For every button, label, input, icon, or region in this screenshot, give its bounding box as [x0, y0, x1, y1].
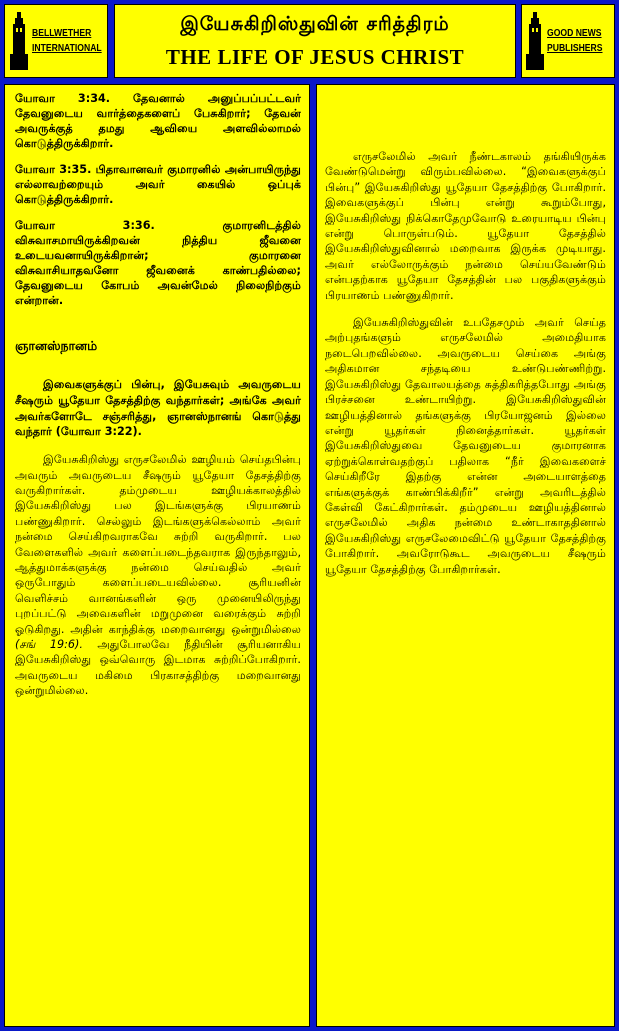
title-english: THE LIFE OF JESUS CHRIST [165, 45, 465, 69]
right-paragraph-1: எருசலேமில் அவர் நீண்டகாலம் தங்கியிருக்க வேண்டுமென்று விரும்பவில்லை. “இவைகளுக்குப் பின்பு” இயேசுகிறிஸ்து யூதேயா தேசத்திற்கு போகிறார். இவைகளுக்குப் பின்பு என்று கூறும்போது, இயேசுகிறிஸ்து நிக்கொதேமுவோடு உரையாடிய பின்பு என்று பொருள்படும். யூதேயா தேசத்தில் இயேசுகிறிஸ்துவினால் மறைவாக இருக்க முடியாது. அவர் எல்லோருக்கும் நன்மை செய்யவேண்டும் என்பதற்காக யூதேயா தேசத்தின் பல பகுதிகளுக்கும் பிரயாணம் பண்ணுகிறார். [325, 150, 606, 302]
tower-icon [9, 12, 29, 70]
verse-john-3-35: யோவா 3:35. பிதாவானவர் குமாரனில் அன்பாயிருந்து எல்லாவற்றையும் அவர் கையில் ஒப்புக் கொடுத்திருக்கிறார். [15, 163, 301, 206]
tower-icon [526, 12, 544, 70]
good-news-logo [521, 4, 615, 78]
right-paragraph-2: இயேசுகிறிஸ்துவின் உபதேசமும் அவர் செய்த அற்புதங்களும் எருசலேமில் அமைதியாக நடைபெறவில்லை. அவருடைய செய்கை அங்கு அதிகமான சந்தடியை உண்டுபண்ணிற்று. இயேசுகிறிஸ்து தேவாலயத்தை சுத்திகரித்தபோது அங்கு பிரச்சனை உண்டாயிற்று. இயேசுகிறிஸ்துவின் ஊழியத்தினால் தங்களுக்கு பிரயோஜனம் இல்லை என்று யூதர்கள் நினைத்தார்கள். யூதர்கள் இயேசுகிறிஸ்துவை தேவனுடைய குமாரனாக ஏற்றுக்கொள்வதற்குப் பதிலாக “நீர் இவைகளைச் செய்கிறீரே இதற்கு என்ன அடையாளத்தை எங்களுக்குக் காண்பிக்கிறீர்” என்று அவரிடத்தில் கேள்வி கேட்கிறார்கள். தம்முடைய ஊழியத்தினால் எருசலேமில் அதிக நன்மை உண்டாகாததினால் இயேசுகிறிஸ்து எருசலேமைவிட்டு யூதேயா தேசத்திற்கு போகிறார். அவரோடுகூட அவருடைய சீஷரும் யூதேயா தேசத்திற்கு போகிறார்கள். [325, 316, 606, 576]
verse-john-3-34: யோவா 3:34. தேவனால் அனுப்பப்பட்டவர் தேவனுடைய வார்த்தைகளைப் பேசுகிறார்; தேவன் அவருக்குத் தமது ஆவியை அளவில்லாமல் கொடுத்திருக்கிறார். [15, 92, 301, 150]
title-tamil: இயேசுகிறிஸ்துவின் சரித்திரம் [180, 13, 450, 35]
left-logo-line2: INTERNATIONAL [32, 42, 102, 54]
right-column [316, 84, 615, 1027]
intro-paragraph: இவைகளுக்குப் பின்பு, இயேசுவும் அவருடைய சீஷரும் யூதேயா தேசத்திற்கு வந்தார்கள்; அங்கே அவர் அவர்களோடே சஞ்சரித்து, ஞானஸ்நானங் கொடுத்து வந்தார் (யோவா 3:22). [15, 378, 301, 439]
left-column [4, 84, 310, 1027]
bellwether-logo [4, 4, 108, 78]
verse-john-3-36: யோவா 3:36. குமாரனிடத்தில் விசுவாசமாயிருக்கிறவன் நித்திய ஜீவனை உடையவனாயிருக்கிறான்; குமாரனை விசுவாசியாதவனோ ஜீவனைக் காண்பதில்லை; தேவனுடைய கோபம் அவன்மேல் நிலைநிற்கும் என்றான். [15, 219, 301, 307]
body-text-part2: அதுபோலவே நீதியின் சூரியனாகிய இயேசுகிறிஸ்து ஒவ்வொரு இடமாக சுற்றிப்போகிறார். அவருடைய மகிமை பிரகாசத்திற்கு மறைவானது ஒன்றுமில்லை. [15, 638, 301, 698]
right-logo-line1: GOOD NEWS [547, 27, 602, 39]
body-paragraph [15, 452, 301, 699]
title-banner [114, 4, 516, 78]
right-logo-line2: PUBLISHERS [547, 42, 603, 54]
section-heading: ஞானஸ்நானம் [15, 338, 98, 353]
scripture-reference: (சங் 19:6). [15, 638, 83, 652]
body-text-part1: இயேசுகிறிஸ்து எருசலேமில் ஊழியம் செய்தபின்பு அவரும் அவருடைய சீஷரும் யூதேயா தேசத்திற்கு வருகிறார்கள். தம்முடைய ஊழியக்காலத்தில் இயேசுகிறிஸ்து பல இடங்களுக்கு பிரயாணம் பண்ணுகிறார். செல்லும் இடங்களுக்கெல்லாம் அவர் நன்மை செய்கிறவராகவே சுற்றி வருகிறார். பல வேளைகளில் அவர் களைப்படைந்தவராக இருந்தாலும், ஆத்துமாக்களுக்கு நன்மை செய்வதில் அவர் ஒருபோதும் களைப்படையவில்லை. சூரியனின் வெளிச்சம் வானங்களின் ஒரு முனையிலிருந்து புறப்பட்டு அவைகளின் மறுமுனை வரைக்கும் சுற்றி ஓடுகிறது. அதின் காந்திக்கு மறைவானது ஒன்றுமில்லை [15, 453, 301, 636]
left-logo-line1: BELLWETHER [32, 27, 92, 39]
